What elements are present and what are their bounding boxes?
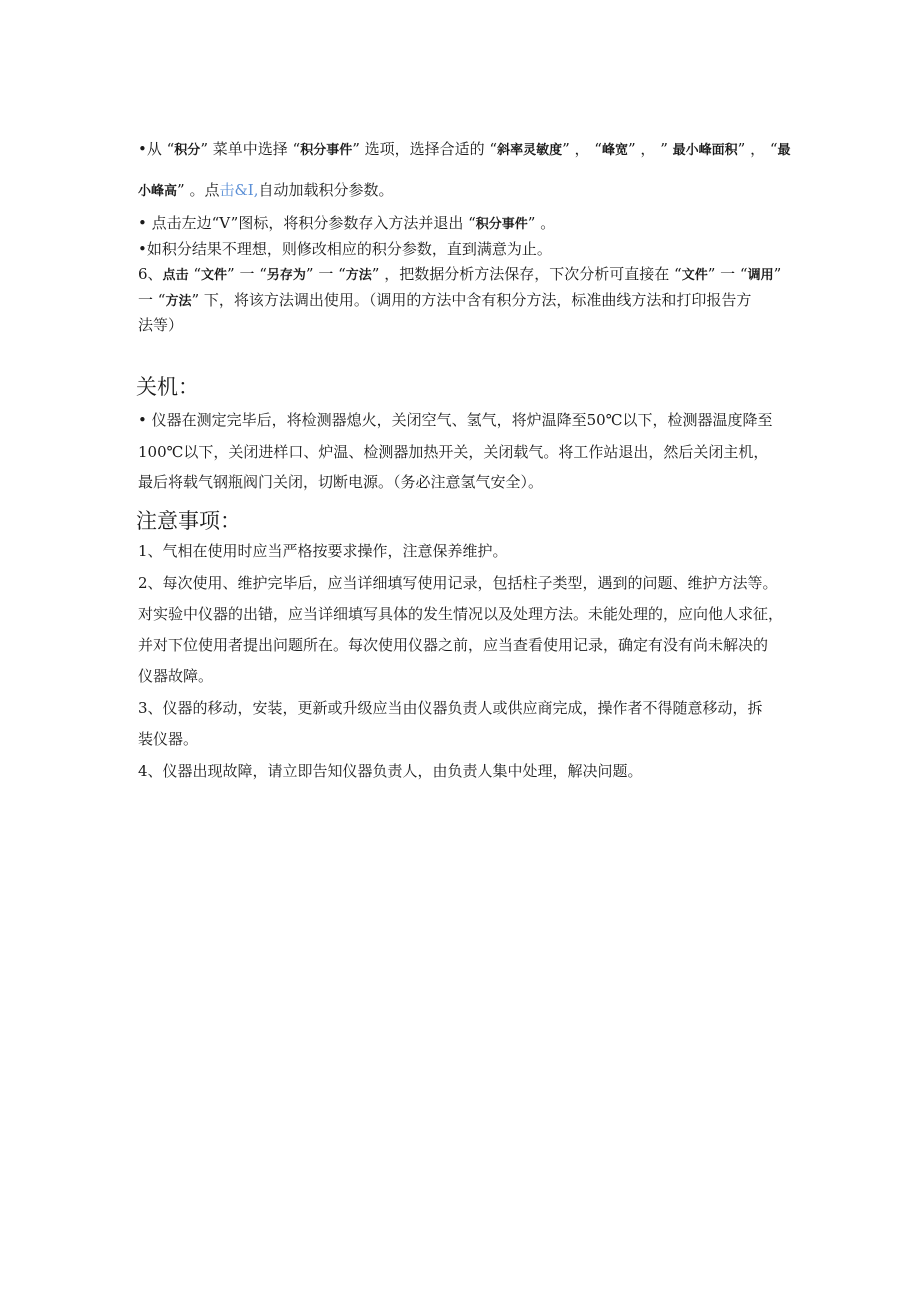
text-segment: ” ， “ — [737, 140, 778, 158]
menu-item-name: 积分事件 — [475, 217, 528, 232]
menu-load: 调用 — [747, 268, 774, 283]
text-segment: 自动加载积分参数。 — [258, 181, 394, 199]
text-segment: ” 。点 — [177, 181, 220, 199]
text-segment: 法等） — [138, 316, 184, 334]
text-segment: “ — [188, 265, 201, 283]
shutdown-line-1: • 仪器在测定完毕后，将检测器熄火，关闭空气、氢气，将炉温降至50℃以下，检测器温度降至 — [138, 411, 773, 429]
notes-item-2-line-2: 对实验中仪器的出错，应当详细填写具体的发生情况以及处理方法。未能处理的，应向他人求征， — [138, 605, 784, 623]
text-segment: ” ， “ — [562, 140, 602, 158]
notes-item-2-line-4: 仪器故障。 — [138, 667, 214, 685]
text-segment: ” 菜单中选择 “ — [200, 140, 301, 158]
shutdown-heading: 关机： — [136, 375, 199, 399]
text-segment: ” ，把数据分析方法保存，下次分析可直接在 “ — [371, 265, 682, 283]
text-segment: •从 “ — [138, 140, 175, 158]
text-segment: ” — [773, 265, 782, 283]
menu-save-as: 另存为 — [266, 268, 306, 283]
text-segment: ” 选项，选择合适的 “ — [352, 140, 498, 158]
text-segment: ” 。 — [527, 214, 556, 232]
notes-item-2-line-1: 2、每次使用、维护完毕后，应当详细填写使用记录，包括柱子类型，遇到的问题、维护方法等。 — [138, 574, 778, 592]
text-segment: ” ， ” — [627, 140, 673, 158]
text-segment: 一 “ — [138, 291, 166, 309]
notes-heading: 注意事项： — [136, 509, 241, 533]
notes-item-1: 1、气相在使用时应当严格按要求操作，注意保养维护。 — [138, 542, 508, 560]
param-min-height-start: 最 — [777, 143, 791, 158]
param-min-area: 最小峰面积 — [672, 143, 738, 158]
text-segment: 6、 — [138, 265, 163, 283]
text-bold: 点击 — [162, 268, 189, 283]
integration-line-7 — [138, 315, 183, 335]
menu-item-name: 积分事件 — [300, 143, 353, 158]
notes-item-4: 4、仪器出现故障，请立即告知仪器负责人，由负责人集中处理，解决问题。 — [138, 762, 643, 780]
notes-item-3-line-1: 3、仪器的移动，安装，更新或升级应当由仪器负责人或供应商完成，操作者不得随意移动，拆 — [138, 699, 763, 717]
text-segment: ” 一 “ — [305, 265, 346, 283]
text-segment: • 点击左边“V”图标，将积分参数存入方法并退出 “ — [138, 214, 476, 232]
notes-item-2-line-3: 并对下位使用者提出问题所在。每次使用仪器之前，应当查看使用记录，确定有没有尚未解决的 — [138, 636, 769, 654]
param-width: 峰宽 — [601, 143, 628, 158]
menu-method: 方法 — [345, 268, 372, 283]
text-segment: ” 一 “ — [707, 265, 748, 283]
shutdown-line-2: 100℃以下，关闭进样口、炉温、检测器加热开关，关闭载气。将工作站退出，然后关闭主机， — [138, 443, 769, 461]
text-segment: ” 一 “ — [227, 265, 267, 283]
menu-file: 文件 — [681, 268, 708, 283]
integration-line-2 — [138, 180, 394, 202]
param-min-height-end: 小峰高 — [138, 184, 178, 199]
text-segment: •如积分结果不理想，则修改相应的积分参数，直到满意为止。 — [138, 240, 552, 258]
integration-line-3 — [138, 213, 555, 235]
menu-file: 文件 — [201, 268, 228, 283]
integration-line-4 — [138, 239, 552, 259]
integration-line-6 — [138, 290, 751, 312]
menu-name: 积分 — [174, 143, 201, 158]
shutdown-line-3: 最后将载气钢瓶阀门关闭，切断电源。（务必注意氢气安全）。 — [138, 473, 544, 491]
integration-line-5 — [138, 264, 781, 286]
integration-line-1 — [138, 139, 791, 161]
param-slope: 斜率灵敏度 — [497, 143, 563, 158]
text-segment: ” 下，将该方法调出使用。（调用的方法中含有积分方法，标准曲线方法和打印报告方 — [191, 291, 752, 309]
click-link[interactable]: 击&I, — [219, 181, 259, 199]
menu-method: 方法 — [165, 294, 192, 309]
notes-item-3-line-2: 装仪器。 — [138, 730, 199, 748]
